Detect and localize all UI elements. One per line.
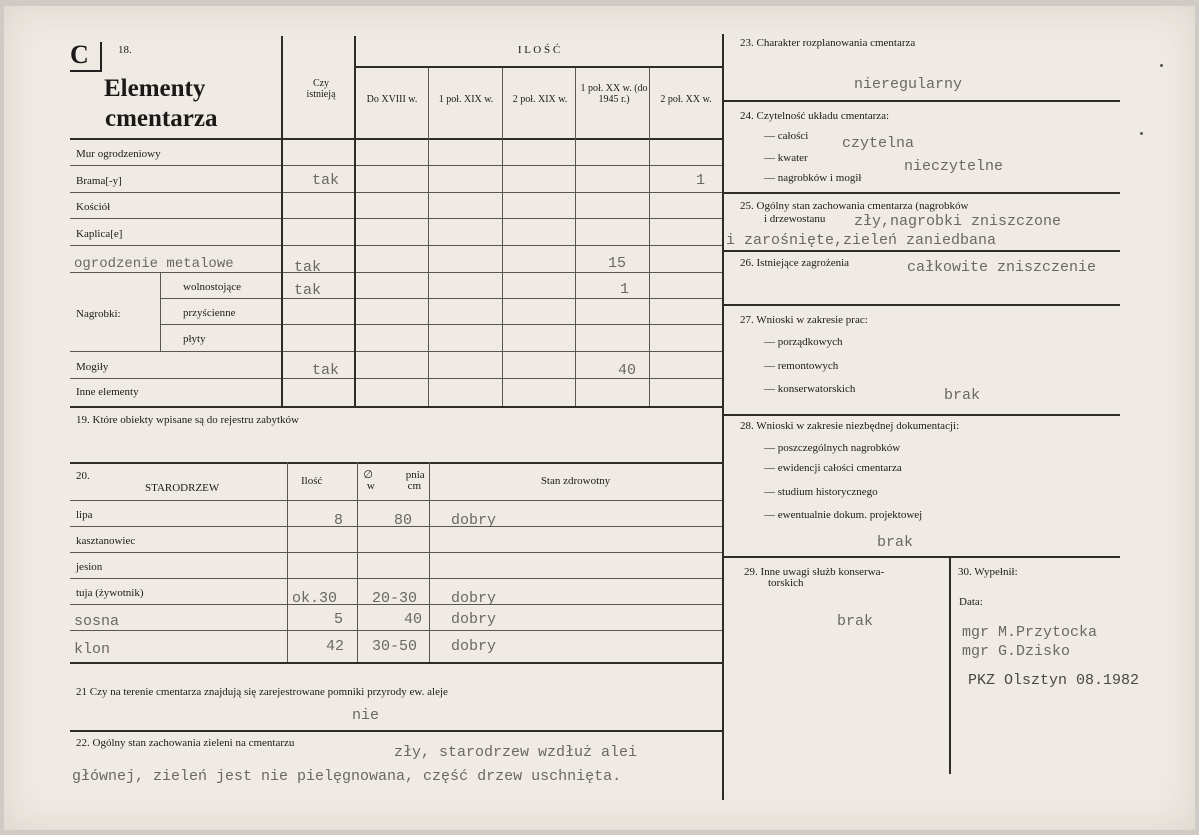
brama-qty: 1 bbox=[696, 172, 706, 189]
period-3: 2 poł. XIX w. bbox=[512, 94, 568, 105]
section-letter: C bbox=[70, 42, 102, 72]
s27-item-remontowych: — remontowych bbox=[764, 360, 839, 372]
tree-name-jesion: jesion bbox=[76, 561, 103, 573]
nagrobki-label: Nagrobki: bbox=[76, 308, 121, 320]
tree-diam-tuja: 20-30 bbox=[372, 590, 418, 607]
tree-qty-sosna: 5 bbox=[334, 611, 344, 628]
s28-item-ewidencji: — ewidencji całości cmentarza bbox=[764, 462, 902, 474]
s30-name-1: mgr M.Przytocka bbox=[962, 624, 1098, 641]
s21-answer: nie bbox=[352, 707, 380, 724]
s25-label-2: i drzewostanu bbox=[764, 213, 826, 225]
s20-col-health: Stan zdrowotny bbox=[540, 475, 611, 487]
row-label-brama: Brama[-y] bbox=[76, 175, 122, 187]
row-label-plyty: płyty bbox=[183, 333, 206, 345]
section-number: 18. bbox=[118, 44, 132, 56]
period-5: 2 poł. XX w. bbox=[660, 94, 712, 105]
s20-number: 20. bbox=[76, 470, 90, 482]
s28-item-nagrobkow: — poszczególnych nagrobków bbox=[764, 442, 901, 454]
s20-col-diam: ∅ pnia w cm bbox=[363, 469, 425, 492]
section-title-line1: Elementy bbox=[104, 75, 206, 102]
s28-item-projektowej: — ewentualnie dokum. projektowej bbox=[764, 509, 923, 521]
period-1: Do XVIII w. bbox=[366, 94, 418, 105]
mogily-qty: 40 bbox=[618, 362, 637, 379]
s24-item-calosci: — całości bbox=[764, 130, 809, 142]
s29-label-1: 29. Inne uwagi służb konserwa- bbox=[744, 566, 885, 578]
s27-answer: brak bbox=[944, 387, 981, 404]
s20-col-qty: Ilość bbox=[301, 475, 323, 487]
wolnostojace-qty: 1 bbox=[620, 281, 630, 298]
s22-answer-line1: zły, starodrzew wzdłuż alei bbox=[394, 744, 638, 761]
tree-diam-sosna: 40 bbox=[404, 611, 423, 628]
s24-answer-2: nieczytelne bbox=[904, 158, 1004, 175]
s24-answer-1: czytelna bbox=[842, 135, 915, 152]
s22-answer-line2: głównej, zieleń jest nie pielęgnowana, część drzew uschnięta. bbox=[72, 768, 622, 785]
ogrodzenie-qty: 15 bbox=[608, 255, 627, 272]
s21-label: 21 Czy na terenie cmentarza znajdują się zarejestrowane pomniki przyrody ew. aleje bbox=[76, 686, 448, 698]
tree-diam-klon: 30-50 bbox=[372, 638, 418, 655]
period-2: 1 poł. XIX w. bbox=[438, 94, 494, 105]
s24-item-nagrobkow: — nagrobków i mogił bbox=[764, 172, 862, 184]
s28-item-studium: — studium historycznego bbox=[764, 486, 878, 498]
s28-answer: brak bbox=[877, 534, 914, 551]
s26-label: 26. Istniejące zagrożenia bbox=[740, 257, 850, 269]
wolnostojace-exists: tak bbox=[294, 282, 322, 299]
row-label-wolnostojace: wolnostojące bbox=[183, 281, 242, 293]
s30-office: PKZ Olsztyn 08.1982 bbox=[968, 672, 1140, 689]
tree-qty-lipa: 8 bbox=[334, 512, 344, 529]
tree-health-lipa: dobry bbox=[451, 512, 497, 529]
col-header-exists: Czy istnieją bbox=[306, 78, 336, 100]
s29-answer: brak bbox=[837, 613, 874, 630]
s27-item-konserwatorskich: — konserwatorskich bbox=[764, 383, 856, 395]
s30-label: 30. Wypełnił: bbox=[958, 566, 1018, 578]
row-label-ogrodzenie: ogrodzenie metalowe bbox=[74, 256, 234, 272]
row-label-mur: Mur ogrodzeniowy bbox=[76, 148, 161, 160]
s27-item-porzadkowych: — porządkowych bbox=[764, 336, 843, 348]
tree-name-lipa: lipa bbox=[76, 509, 93, 521]
period-4: 1 poł. XX w. (do 1945 r.) bbox=[580, 83, 648, 105]
tree-qty-tuja: ok.30 bbox=[292, 590, 338, 607]
tree-qty-klon: 42 bbox=[326, 638, 345, 655]
s26-answer: całkowite zniszczenie bbox=[907, 259, 1097, 276]
section-title-line2: cmentarza bbox=[105, 105, 218, 132]
col-header-ilosc: I L O Ś Ć bbox=[517, 44, 561, 56]
tree-health-sosna: dobry bbox=[451, 611, 497, 628]
s22-label: 22. Ogólny stan zachowania zieleni na cmentarzu bbox=[76, 737, 295, 749]
s27-label: 27. Wnioski w zakresie prac: bbox=[740, 314, 868, 326]
tree-diam-lipa: 80 bbox=[394, 512, 413, 529]
paper-speck bbox=[1160, 64, 1163, 67]
s30-data-label: Data: bbox=[959, 596, 983, 608]
s30-name-2: mgr G.Dzisko bbox=[962, 643, 1071, 660]
s20-title: STARODRZEW bbox=[145, 482, 220, 494]
s29-label-2: torskich bbox=[768, 577, 804, 589]
ogrodzenie-exists: tak bbox=[294, 259, 322, 276]
tree-health-tuja: dobry bbox=[451, 590, 497, 607]
row-label-przyscienne: przyścienne bbox=[183, 307, 236, 319]
tree-health-klon: dobry bbox=[451, 638, 497, 655]
row-label-inne: Inne elementy bbox=[76, 386, 139, 398]
tree-name-kasztanowiec: kasztanowiec bbox=[76, 535, 136, 547]
s28-label: 28. Wnioski w zakresie niezbędnej dokumentacji: bbox=[740, 420, 960, 432]
paper-speck bbox=[1140, 132, 1143, 135]
s25-label-1: 25. Ogólny stan zachowania cmentarza (nagrobków bbox=[740, 200, 969, 212]
row-label-kosciol: Kościół bbox=[76, 201, 111, 213]
tree-name-tuja: tuja (żywotnik) bbox=[76, 587, 144, 599]
s23-label: 23. Charakter rozplanowania cmentarza bbox=[740, 37, 916, 49]
tree-name-sosna: sosna bbox=[74, 613, 120, 630]
s25-answer-2: i zarośnięte,zieleń zaniedbana bbox=[726, 232, 997, 249]
mogily-exists: tak bbox=[312, 362, 340, 379]
record-card bbox=[4, 6, 1195, 830]
s24-item-kwater: — kwater bbox=[764, 152, 808, 164]
s25-answer-1: zły,nagrobki zniszczone bbox=[854, 213, 1062, 230]
s19-label: 19. Które obiekty wpisane są do rejestru zabytków bbox=[76, 414, 299, 426]
brama-exists: tak bbox=[312, 172, 340, 189]
row-label-kaplica: Kaplica[e] bbox=[76, 228, 123, 240]
s24-label: 24. Czytelność układu cmentarza: bbox=[740, 110, 890, 122]
s23-answer: nieregularny bbox=[854, 76, 963, 93]
row-label-mogily: Mogiły bbox=[76, 361, 109, 373]
tree-name-klon: klon bbox=[74, 641, 111, 658]
